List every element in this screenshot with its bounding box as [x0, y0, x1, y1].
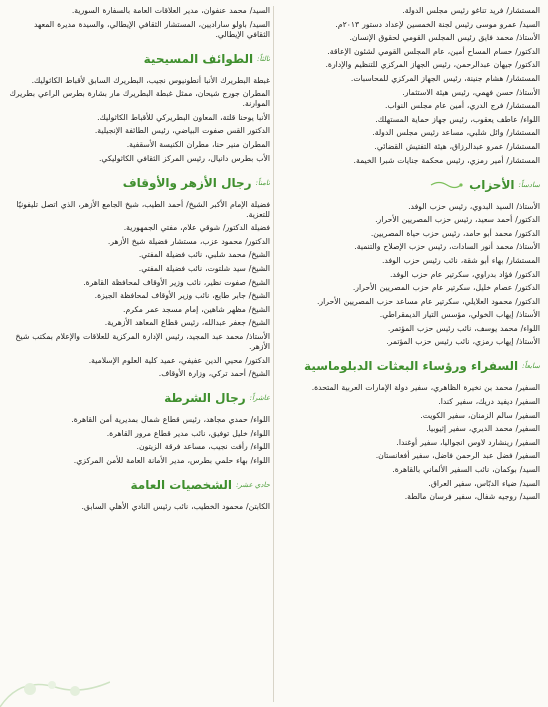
list-item: اللواء/ عاطف يعقوب، رئيس جهاز حماية المستهلك. — [375, 114, 540, 124]
section-title: الطوائف المسيحية — [143, 51, 254, 66]
list-item: السيد/ ضياء الدبّاس، سفير العراق. — [428, 478, 540, 488]
list-item: المطران جورج شيحان، ممثل غبطة البطريرك مار بشارة بطرس الراعي بطريرك الموارنة. — [9, 89, 270, 109]
list-item: السفير/ محمد الديري، سفير إثيوبيا. — [426, 424, 540, 434]
list-item: الأستاذ/ محمد فايق رئيس المجلس القومي لحقوق الإنسان. — [349, 33, 540, 43]
list-item: السيد/ محمد عنفوان، مدير العلاقات العامة بالسفارة السورية. — [71, 6, 270, 15]
list-item: السيد/ باولو ساراديين، المستشار الثقافي الإيطالي، والسيدة مديرة المعهد الثقافي الإيطالي. — [33, 19, 270, 39]
section-title: رجال الأزهر والأوقاف — [122, 175, 252, 190]
section-heading-parties — [278, 176, 540, 194]
section-number: سادساً: — [518, 180, 540, 189]
section-heading-public-figures — [8, 476, 270, 494]
list-item: الشيخ/ سيد شلتوت، نائب فضيلة المفتي. — [138, 263, 270, 273]
list-item: المستشار/ وائل شلبي، مساعد رئيس مجلس الدولة. — [372, 128, 540, 138]
section-heading-azhar — [8, 174, 270, 192]
list-item: المستشار/ أمير رمزي، رئيس محكمة جنايات شبرا الخيمة. — [353, 155, 540, 165]
list-item: السفير/ محمد بن نخيرة الظاهري، سفير دولة الإمارات العربية المتحدة. — [311, 383, 540, 393]
left-column — [8, 6, 270, 703]
list-item: اللواء/ حمدي مجاهد، رئيس قطاع شمال بمديرية أمن القاهرة. — [71, 415, 270, 425]
parties-list — [278, 202, 540, 348]
section-heading-churches — [8, 50, 270, 68]
section-number: سابعاً: — [522, 362, 540, 371]
section-number: ثامناً: — [255, 178, 270, 187]
list-item: الدكتور/ محمود العلايلي، سكرتير عام مساعد حزب المصريين الأحرار. — [316, 296, 540, 306]
list-item: الشيخ/ صفوت نظير، نائب وزير الأوقاف لمحافظة القاهرة. — [83, 277, 270, 287]
ambassadors-list — [278, 383, 540, 502]
list-item: الدكتور/ جيهان عبدالرحمن، رئيس الجهاز المركزي للتنظيم والإدارة. — [325, 60, 540, 70]
list-item: الدكتور/ عصام خليل، سكرتير عام حزب المصريين الأحرار. — [352, 283, 540, 293]
top-entries-list — [278, 6, 540, 166]
section-title: رجال الشرطة — [164, 391, 246, 406]
right-column — [278, 6, 540, 703]
list-item: اللواء/ خليل توفيق، نائب مدير قطاع مرور القاهرة. — [106, 428, 270, 438]
list-item: الأستاذ/ السيد البدوي، رئيس حزب الوفد. — [408, 201, 540, 211]
section-title: الشخصيات العامة — [130, 477, 233, 492]
section-number: ثالثاً: — [257, 54, 270, 63]
list-item: الدكتور/ أحمد سعيد، رئيس حزب المصريين الأحرار. — [375, 215, 540, 225]
list-item: الدكتور القس صفوت البياضي، رئيس الطائفة الإنجيلية. — [94, 126, 270, 136]
section-heading-police — [8, 389, 270, 407]
list-item: الشيخ/ أحمد تركي، وزارة الأوقاف. — [158, 369, 270, 379]
list-item: الشيخ/ جابر طايع، نائب وزير الأوقاف لمحافظة الجيزة. — [94, 291, 270, 301]
list-item: السفير/ ديفيد دريك، سفير كندا. — [438, 397, 540, 407]
list-item: فضيلة الإمام الأكبر الشيخ/ أحمد الطيب، شيخ الجامع الأزهر، الذي اتصل تليفونيًا للتعزية. — [16, 199, 270, 219]
list-item: السيد/ عمرو موسى رئيس لجنة الخمسين لإعداد دستور ٢٠١٣م. — [335, 19, 540, 29]
list-item: الدكتور/ فؤاد بدراوي، سكرتير عام حزب الوفد. — [389, 269, 540, 279]
list-item: الدكتور/ حسام المساح أمين، عام المجلس القومي لشئون الإعاقة. — [327, 46, 540, 56]
list-item: الدكتور/ محيي الدين عفيفي، عميد كلية العلوم الإسلامية. — [88, 355, 270, 365]
list-item: الأستاذ/ إيهاب الخولي، مؤسس التيار الديمقراطي. — [379, 310, 540, 320]
list-item: الدكتور/ محمد أبو حامد، رئيس حزب حياة المصريين. — [370, 228, 540, 238]
floral-ornament-icon — [0, 637, 110, 707]
list-item: المطران منير حنا، مطران الكنيسة الأسقفية. — [126, 139, 270, 149]
list-item: السيد/ روجيه شفال، سفير فرسان مالطة. — [404, 492, 540, 502]
list-item: غبطة البطريرك الأنبا أنطونيوس نجيب، البطريرك السابق لأقباط الكاثوليك. — [31, 75, 270, 85]
section-heading-ambassadors — [278, 357, 540, 375]
list-item: الشيخ/ مظهر شاهين، إمام مسجد عمر مكرم. — [123, 304, 270, 314]
section-title: السفراء ورؤساء البعثات الدبلوماسية — [304, 359, 519, 374]
police-list — [8, 415, 270, 466]
list-item: الأستاذ/ حسن فهمي، رئيس هيئة الاستثمار. — [402, 87, 540, 97]
list-item: المستشار/ بهاء أبو شقة، نائب رئيس حزب الوفد. — [381, 255, 540, 265]
list-item: الأستاذ/ محمد عبد المجيد، رئيس الإدارة المركزية للعلاقات والإعلام بمكتب شيخ الأزهر. — [15, 331, 270, 351]
list-item: الدكتور/ محمود عزب، مستشار فضيلة شيخ الأزهر. — [107, 236, 270, 246]
left-top-entries — [8, 6, 270, 40]
list-item: فضيلة الدكتور/ شوقي علام، مفتي الجمهورية. — [123, 223, 270, 233]
list-item: اللواء/ محمد يوسف، نائب رئيس حزب المؤتمر. — [387, 323, 540, 333]
list-item: الأنبا يوحنا قلتة، المعاون البطريركي للأقباط الكاثوليك. — [97, 112, 270, 122]
list-item: المستشار/ عمرو عبدالرزاق، هيئة التفتيش القضائي. — [374, 141, 540, 151]
list-item: الأستاذ/ إيهاب رمزي، نائب رئيس حزب المؤتمر. — [386, 337, 540, 347]
column-divider — [273, 6, 274, 702]
list-item: الكابتن/ محمود الخطيب، نائب رئيس النادي الأهلي السابق. — [81, 501, 270, 511]
public-figures-list — [8, 502, 270, 512]
list-item: المستشار/ فرج الدري، أمين عام مجلس النواب. — [385, 101, 540, 111]
list-item: السفير/ رينشارد لاوس انجواليا، سفير أوغندا. — [396, 437, 540, 447]
list-item: السيد/ بوكمان، نائب السفير الألماني بالقاهرة. — [392, 465, 540, 475]
azhar-list — [8, 200, 270, 380]
list-item: الشيخ/ محمد شلبي، نائب فضيلة المفتي. — [138, 250, 270, 260]
churches-list — [8, 76, 270, 164]
list-item: المستشار/ هشام جنينة، رئيس الجهاز المركزي للمحاسبات. — [350, 73, 540, 83]
section-number: حادي عشر: — [236, 480, 270, 489]
list-item: الشيخ/ جعفر عبدالله، رئيس قطاع المعاهد الأزهرية. — [104, 318, 270, 328]
list-item: الأب بطرس دانيال، رئيس المركز الثقافي الكاثوليكي. — [98, 153, 270, 163]
section-number: عاشراً: — [249, 394, 270, 403]
list-item: اللواء/ رأفت نجيب، مساعد فرقة الزيتون. — [136, 442, 270, 452]
list-item: المستشار/ فريد تناغو رئيس مجلس الدولة. — [402, 6, 540, 15]
list-item: اللواء/ بهاء حلمي بطرس، مدير الأمانة العامة للأمن المركزي. — [73, 455, 270, 465]
section-title: الأحزاب — [469, 177, 515, 192]
leaf-ornament-icon — [429, 180, 463, 190]
list-item: السفير/ سالم الزمنان، سفير الكويت. — [420, 410, 540, 420]
list-item: الأستاذ/ محمد أنور السادات، رئيس حزب الإصلاح والتنمية. — [354, 242, 540, 252]
list-item: السفير/ فضل عبد الرحمن فاضل، سفير أفغانستان. — [375, 451, 540, 461]
